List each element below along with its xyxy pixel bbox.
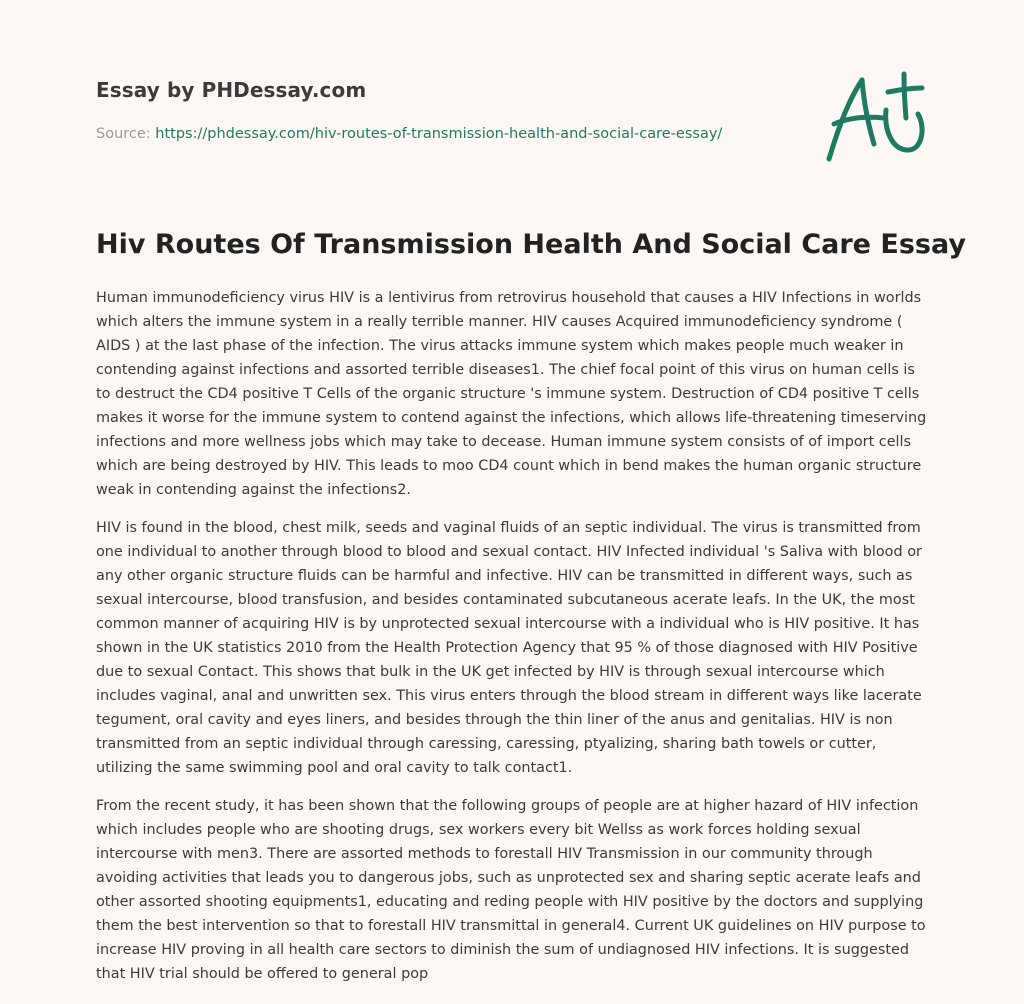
paragraph: HIV is found in the blood, chest milk, seeds and vaginal fluids of an septic individual. The virus is transmitted from one individual to another through blood to blood and sexual contact. HIV Infected individual 's Saliva with blood or any other organic structure fluids can be harmful and infective. HIV can be transmitted in different ways, such as sexual intercourse, blood transfusion, and besides contaminated subcutaneous acerate leafs. In the UK, the most common manner of acquiring HIV is by unprotected sexual intercourse with a individual who is HIV positive. It has shown in the UK statistics 2010 from the Health Protection Agency that 95 % of those diagnosed with HIV Positive due to sexual Contact. This shows that bulk in the UK get infected by HIV is through sexual intercourse which includes vaginal, anal and unwritten sex. This virus enters through the blood stream in different ways like lacerate tegument, oral cavity and eyes liners, and besides through the thin liner of the anus and genitalias. HIV is non transmitted from an septic individual through caressing, caressing, ptyalizing, sharing bath towels or cutter, utilizing the same swimming pool and oral cavity to talk contact1.: [96, 520, 922, 776]
source-label: Source:: [96, 126, 151, 142]
a-plus-logo-icon: [818, 66, 930, 166]
paragraph: Human immunodeficiency virus HIV is a lentivirus from retrovirus household that causes a HIV Infections in worlds which alters the immune system in a really terrible manner. HIV causes Acquired immunodeficiency syndrome ( AIDS ) at the last phase of the infection. The virus attacks immune system which makes people much weaker in contending against infections and assorted terrible diseases1. The chief focal point of this virus on human cells is to destruct the CD4 positive T Cells of the organic structure 's immune system. Destruction of CD4 positive T cells makes it worse for the immune system to contend against the infections, which allows life-threatening timeserving infections and more wellness jobs which may take to decease. Human immune system consists of of import cells which are being destroyed by HIV. This leads to moo CD4 count which in bend makes the human organic structure weak in contending against the infections2.: [96, 290, 927, 498]
source-link[interactable]: https://phdessay.com/hiv-routes-of-transmission-health-and-social-care-essay/: [155, 126, 723, 142]
source-line: [96, 124, 796, 144]
essay-title: Hiv Routes Of Transmission Health And Social Care Essay: [96, 229, 966, 260]
document-header: [96, 76, 796, 144]
essay-body: [96, 286, 932, 1000]
paragraph: From the recent study, it has been shown that the following groups of people are at higher hazard of HIV infection which includes people who are shooting drugs, sex workers every bit Wellss as work forces holding sexual intercourse with men3. There are assorted methods to forestall HIV Transmission in our community through avoiding activities that leads you to dangerous jobs, such as unprotected sex and sharing septic acerate leafs and other assorted shooting equipments1, educating and reding people with HIV positive by the doctors and supplying them the best intervention so that to forestall HIV transmittal in general4. Current UK guidelines on HIV purpose to increase HIV proving in all health care sectors to diminish the sum of undiagnosed HIV infections. It is suggested that HIV trial should be offered to general pop: [96, 798, 926, 982]
site-brand: Essay by PHDessay.com: [96, 78, 367, 102]
